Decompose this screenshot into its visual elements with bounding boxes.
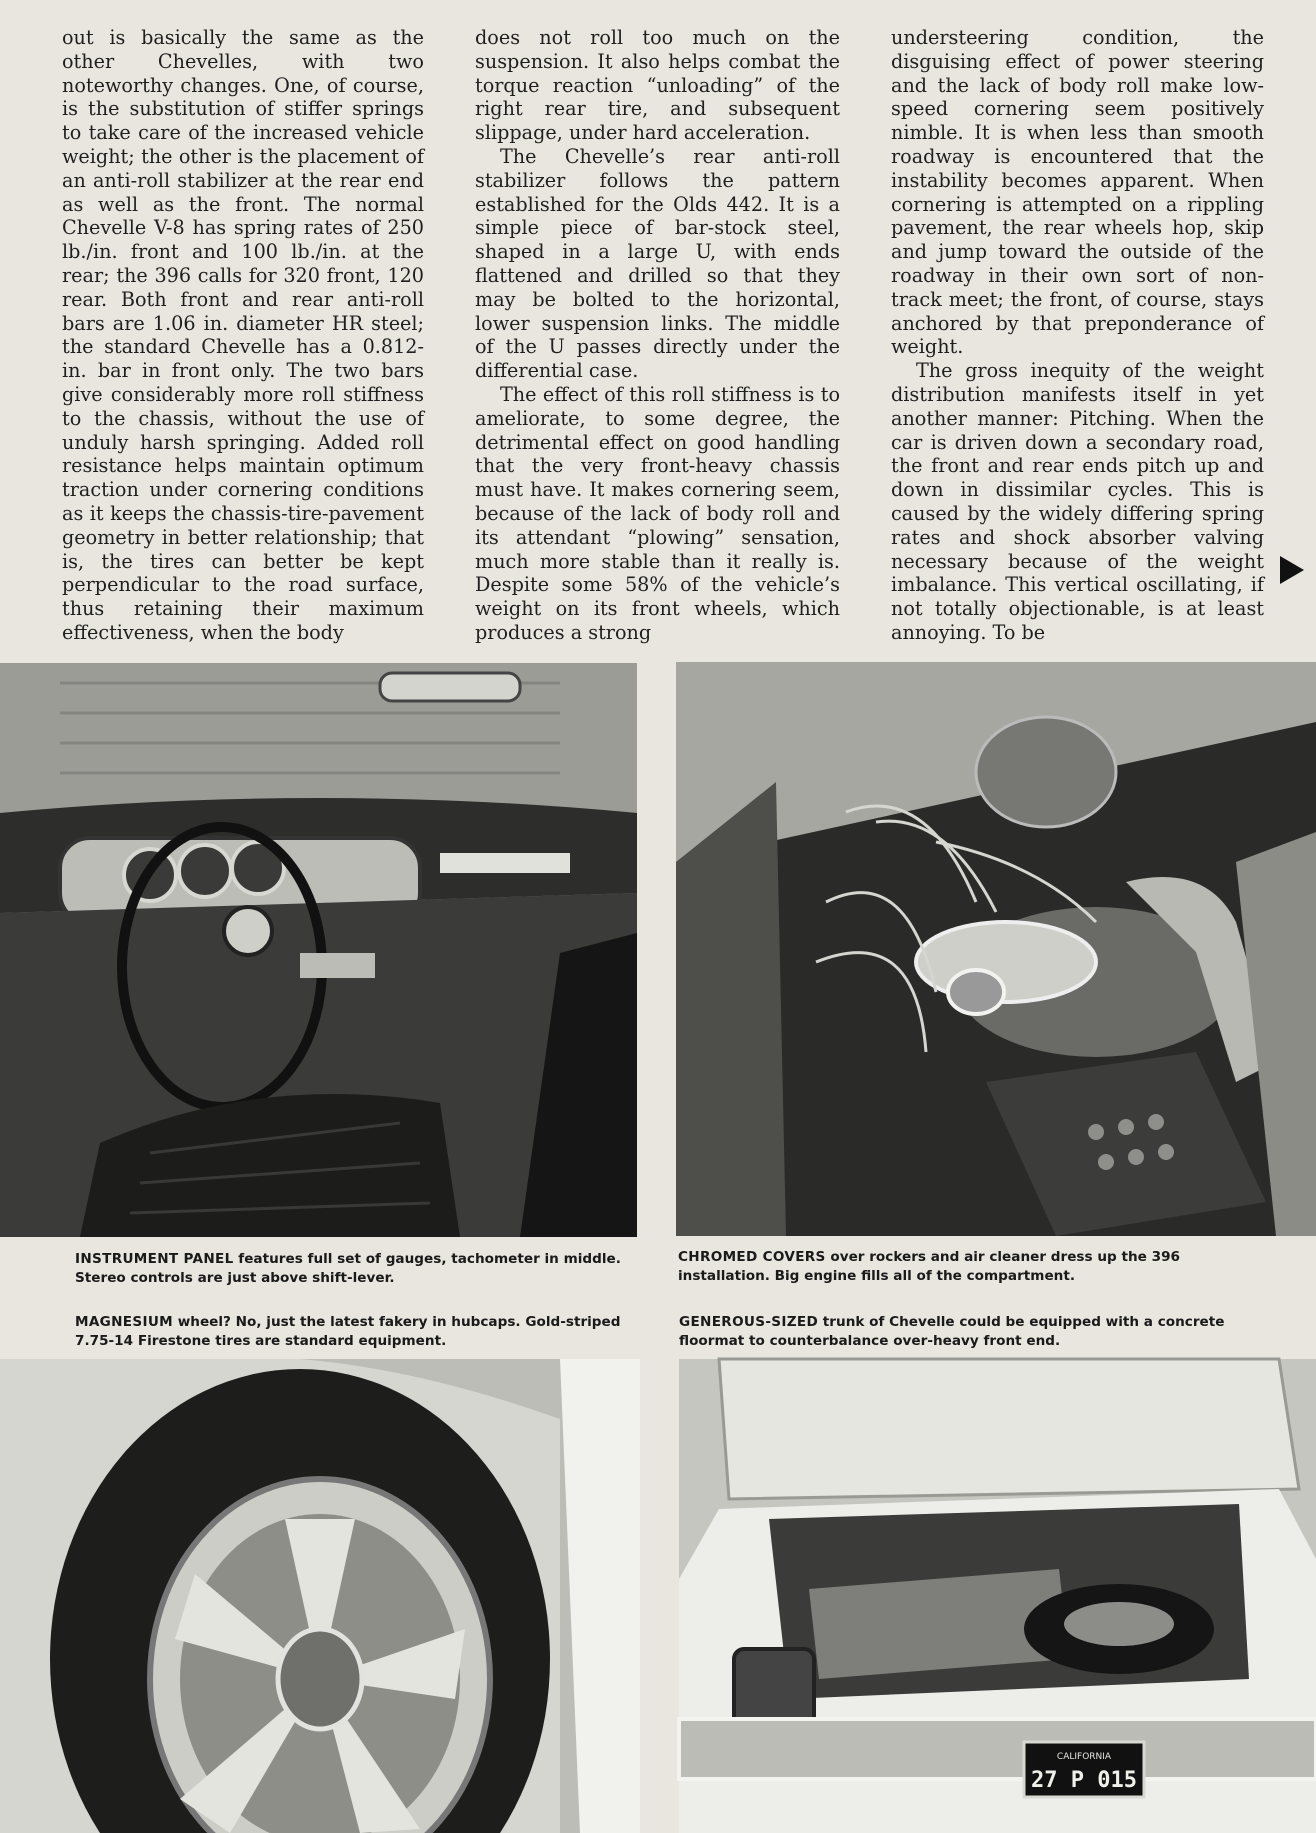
article-paragraph: out is basically the same as the other Chevelles, with two noteworthy changes. One, of course, is the substitution of stiffer springs to take care of the increased vehicle weight; the other is the placement of an anti-roll stabilizer at the rear end as well as the front. The normal Chevelle V-8 has spring rates of 250 lb./in. front and 100 lb./in. at the rear; the 396 calls for 320 front, 120 rear. Both front and rear anti-roll bars are 1.06 in. diameter HR steel; the standard Chevelle has a 0.812-in. bar in front only. The two bars give considerably more roll stiffness to the chassis, without the use of unduly harsh springing. Added roll resistance helps maintain optimum traction under cornering conditions as it keeps the chassis-tire-pavement geometry in better relationship; that is, the tires can better be kept perpendicular to the road surface, thus retaining their maximum effectiveness, when the body [62,26,424,644]
article-column-1 [62,26,424,644]
instrument-panel-caption [75,1250,635,1288]
wheel-photo [0,1359,640,1833]
caption-lead: INSTRUMENT PANEL [75,1251,234,1267]
article-paragraph: The Chevelle’s rear anti-roll stabilizer follows the pattern established for the Olds 442. It is a simple piece of bar-stock steel, shaped in a large U, with ends flattened and drilled so that they may be bolted to the horizontal, lower suspension links. The middle of the U passes directly under the differential case. [475,144,840,383]
article-column-2 [475,26,840,644]
caption-text: over rockers and air cleaner dress up the 396 installation. Big engine fills all of the compartment. [678,1249,1180,1284]
plate-number: 27 P 015 [1031,1768,1137,1793]
plate-state: CALIFORNIA [1056,1752,1112,1762]
caption-lead: GENEROUS-SIZED [679,1314,819,1330]
engine-photo [676,662,1316,1236]
instrument-panel-photo [0,663,637,1237]
caption-lead: MAGNESIUM [75,1314,173,1330]
chromed-covers-caption [678,1248,1238,1286]
magnesium-caption [75,1313,635,1351]
article-paragraph: The gross inequity of the weight distribution manifests itself in yet another manner: Pitching. When the car is driven down a secondary road, the front and rear ends pitch up and down in dissimilar cycles. This is caused by the widely differing spring rates and shock absorber valving necessary because of the weight imbalance. This vertical oscillating, if not totally objectionable, is at least annoying. To be [891,359,1264,644]
article-paragraph: understeering condition, the disguising effect of power steering and the lack of body roll make low-speed cornering seem positively nimble. It is when less than smooth roadway is encountered that the instability becomes apparent. When cornering is attempted on a rippling pavement, the rear wheels hop, skip and jump toward the outside of the roadway in their own sort of non-track meet; the front, of course, stays anchored by that preponderance of weight. [891,26,1264,359]
article-paragraph: does not roll too much on the suspension. It also helps combat the torque reaction “unloading” of the right rear tire, and subsequent slippage, under hard acceleration. [475,26,840,145]
caption-lead: CHROMED COVERS [678,1249,826,1265]
caption-text: trunk of Chevelle could be equipped with a concrete floormat to counterbalance over-heavy front end. [679,1314,1225,1349]
trunk-photo [679,1359,1316,1833]
continue-arrow-icon [1280,556,1304,584]
article-paragraph: The effect of this roll stiffness is to ameliorate, to some degree, the detrimental effect on good handling that the very front-heavy chassis must have. It makes cornering seem, because of the lack of body roll and its attendant “plowing” sensation, much more stable than it really is. Despite some 58% of the vehicle’s weight on its front wheels, which produces a strong [475,382,840,644]
caption-text: wheel? No, just the latest fakery in hubcaps. Gold-striped 7.75-14 Firestone tires are standard equipment. [75,1314,621,1349]
article-column-3 [891,26,1264,644]
caption-text: features full set of gauges, tachometer in middle. Stereo controls are just above shift-lever. [75,1251,621,1286]
generous-sized-caption [679,1313,1239,1351]
